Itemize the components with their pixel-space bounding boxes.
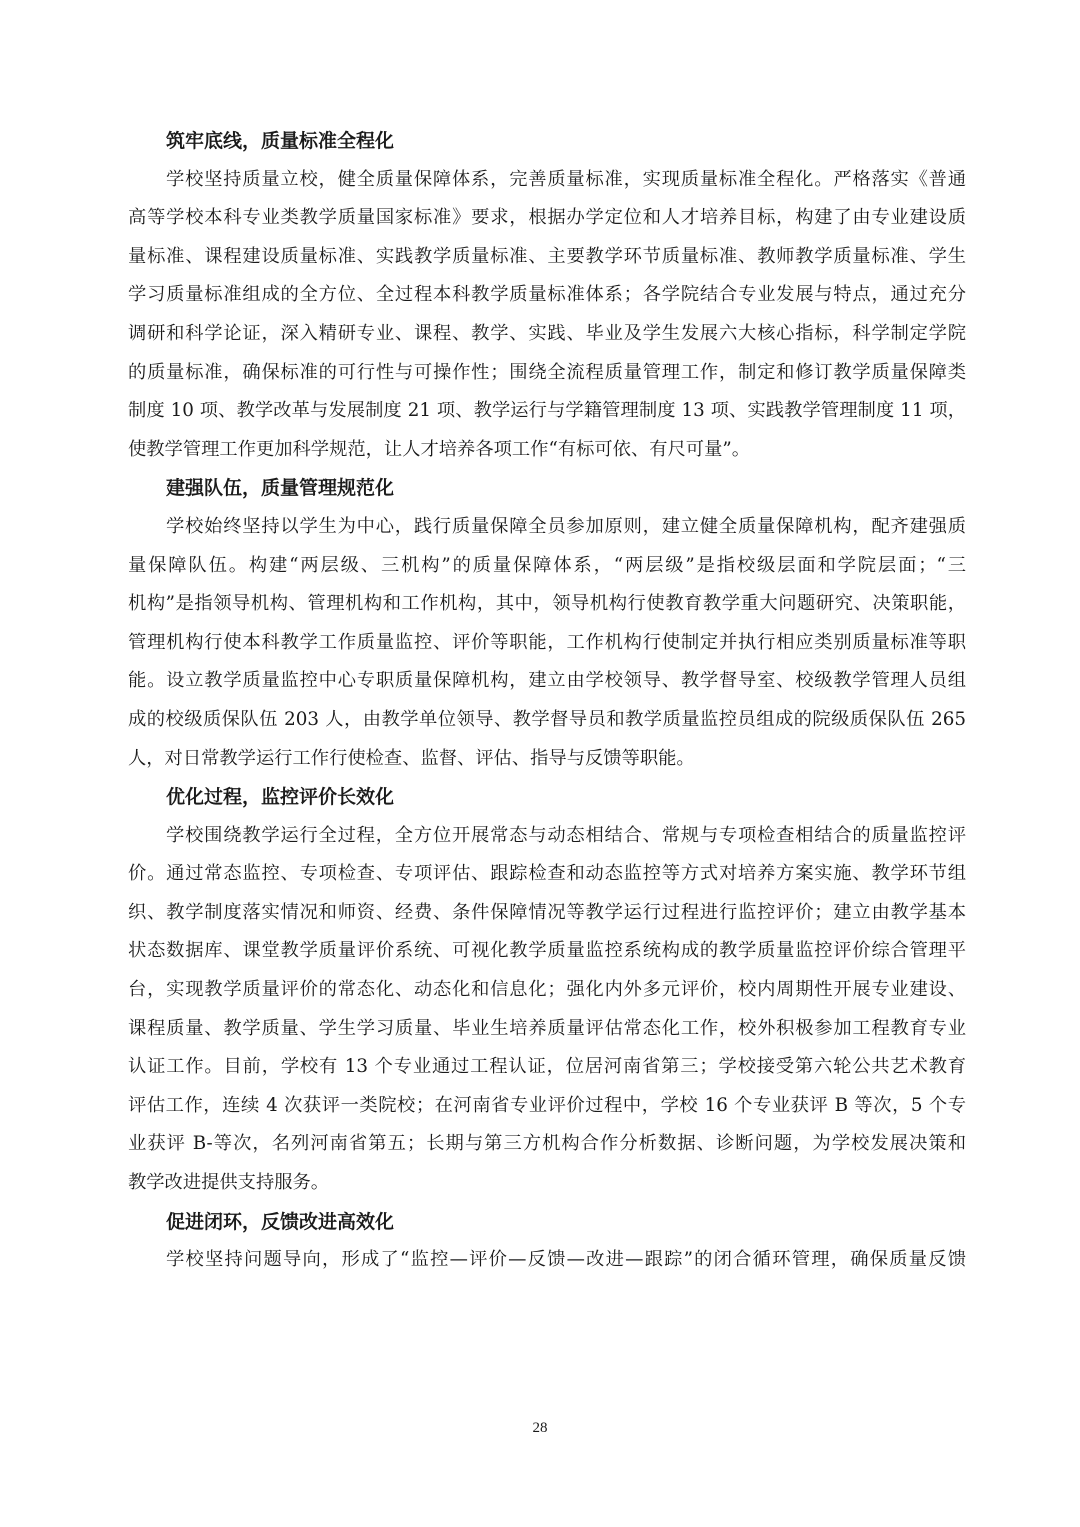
paragraph-line: 状态数据库、课堂教学质量评价系统、可视化教学质量监控系统构成的教学质量监控评价综合管理平: [128, 940, 966, 962]
paragraph-line: 学习质量标准组成的全方位、全过程本科教学质量标准体系；各学院结合专业发展与特点，通过充分: [128, 284, 966, 306]
paragraph-line: 学校始终坚持以学生为中心，践行质量保障全员参加原则，建立健全质量保障机构，配齐建强质: [166, 515, 966, 537]
paragraph-line: 人，对日常教学运行工作行使检查、监督、评估、指导与反馈等职能。: [128, 747, 695, 769]
section-heading-1: 筑牢底线，质量标准全程化: [166, 130, 395, 152]
paragraph-line: 业获评 B-等次，名列河南省第五；长期与第三方机构合作分析数据、诊断问题，为学校发展决策和: [128, 1133, 966, 1155]
paragraph-line: 织、教学制度落实情况和师资、经费、条件保障情况等教学运行过程进行监控评价；建立由教学基本: [128, 901, 966, 923]
paragraph-line: 制度 10 项、教学改革与发展制度 21 项、教学运行与学籍管理制度 13 项、实践教学管理制度 11 项，: [128, 400, 966, 422]
paragraph-line: 评估工作，连续 4 次获评一类院校；在河南省专业评价过程中，学校 16 个专业获评 B 等次，5 个专: [128, 1094, 966, 1116]
paragraph-line: 能。设立教学质量监控中心专职质量保障机构，建立由学校领导、教学督导室、校级教学管理人员组: [128, 670, 966, 692]
paragraph-line: 教学改进提供支持服务。: [128, 1172, 330, 1194]
section-heading-4: 促进闭环，反馈改进高效化: [166, 1210, 395, 1233]
document-body: [128, 122, 966, 1280]
section-paragraph-3: [128, 817, 966, 1203]
section-heading-3: 优化过程，监控评价长效化: [166, 786, 395, 809]
paragraph-line: 量标准、课程建设质量标准、实践教学质量标准、主要教学环节质量标准、教师教学质量标准、学生: [128, 245, 966, 267]
section-paragraph-4: [128, 1241, 966, 1280]
paragraph-line: 课程质量、教学质量、学生学习质量、毕业生培养质量评估常态化工作，校外积极参加工程教育专业: [128, 1017, 966, 1039]
paragraph-line: 价。通过常态监控、专项检查、专项评估、跟踪检查和动态监控等方式对培养方案实施、教学环节组: [128, 863, 966, 885]
section-paragraph-2: [128, 508, 966, 778]
paragraph-line: 使教学管理工作更加科学规范，让人才培养各项工作“有标可依、有尺可量”。: [128, 438, 750, 460]
paragraph-line: 机构”是指领导机构、管理机构和工作机构，其中，领导机构行使教育教学重大问题研究、决策职能，: [128, 593, 966, 615]
section-heading-2: 建强队伍，质量管理规范化: [166, 477, 395, 500]
page-number: 28: [532, 1420, 548, 1436]
paragraph-line: 成的校级质保队伍 203 人，由教学单位领导、教学督导员和教学质量监控员组成的院级质保队伍 265: [128, 708, 966, 730]
paragraph-line: 管理机构行使本科教学工作质量监控、评价等职能，工作机构行使制定并执行相应类别质量标准等职: [128, 631, 966, 653]
paragraph-line: 认证工作。目前，学校有 13 个专业通过工程认证，位居河南省第三；学校接受第六轮公共艺术教育: [128, 1056, 966, 1078]
paragraph-line: 的质量标准，确保标准的可行性与可操作性；围绕全流程质量管理工作，制定和修订教学质量保障类: [128, 361, 966, 383]
section-paragraph-1: [128, 161, 966, 470]
paragraph-line: 调研和科学论证，深入精研专业、课程、教学、实践、毕业及学生发展六大核心指标，科学制定学院: [128, 322, 966, 344]
paragraph-line: 量保障队伍。构建“两层级、三机构”的质量保障体系，“两层级”是指校级层面和学院层面；“三: [128, 554, 966, 576]
paragraph-line: 高等学校本科专业类教学质量国家标准》要求，根据办学定位和人才培养目标，构建了由专业建设质: [128, 207, 966, 229]
paragraph-line: 台，实现教学质量评价的常态化、动态化和信息化；强化内外多元评价，校内周期性开展专业建设、: [128, 979, 966, 1001]
paragraph-line: 学校坚持质量立校，健全质量保障体系，完善质量标准，实现质量标准全程化。严格落实《普通: [166, 168, 966, 190]
paragraph-line: 学校围绕教学运行全过程，全方位开展常态与动态相结合、常规与专项检查相结合的质量监控评: [166, 824, 966, 846]
paragraph-line: 学校坚持问题导向，形成了“监控—评价—反馈—改进—跟踪”的闭合循环管理，确保质量反馈: [166, 1249, 966, 1271]
